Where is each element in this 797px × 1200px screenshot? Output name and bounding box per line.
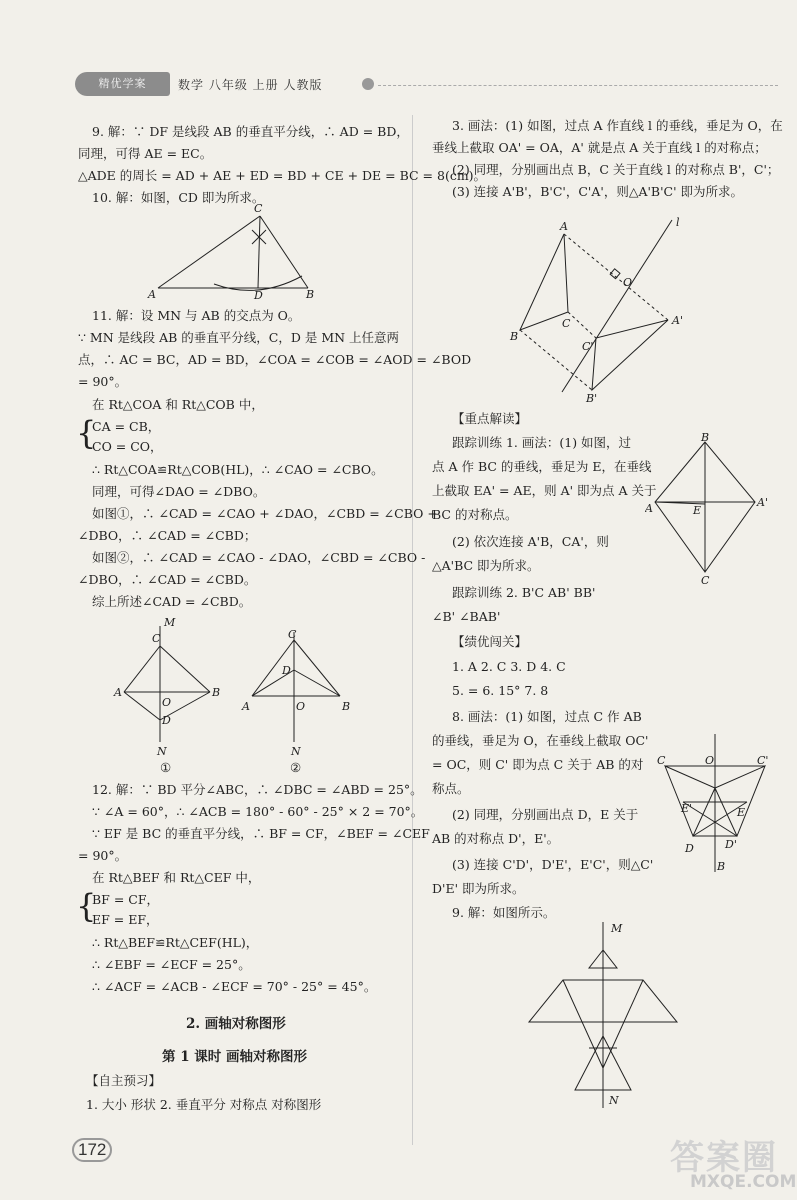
svg-text:A: A <box>148 288 156 301</box>
text-line: (2) 同理，分别画出点 B，C 关于直线 l 的对称点 B'，C'； <box>452 162 780 177</box>
svg-text:A: A <box>242 700 250 713</box>
text-line: 11. 解：设 MN 与 AB 的交点为 O。 <box>92 308 301 323</box>
text-line: 跟踪训练 1. 画法：(1) 如图，过 <box>452 435 632 450</box>
text-line: ∴ Rt△COA≌Rt△COB(HL)，∴ ∠CAO = ∠CBO。 <box>92 462 384 477</box>
text-line: = 90°。 <box>78 848 128 863</box>
text-line: 9. 解：∵ DF 是线段 AB 的垂直平分线，∴ AD = BD， <box>92 124 409 139</box>
text-line: 1. 大小 形状 2. 垂直平分 对称点 对称图形 <box>86 1097 322 1112</box>
text-line: 称点。 <box>432 781 470 796</box>
header-dot-icon <box>362 78 374 90</box>
text-line: ∠DBO，∴ ∠CAD = ∠CBD。 <box>78 572 257 587</box>
text-line: ∴ ∠ACF = ∠ACB - ∠ECF = 70° - 25° = 45°。 <box>92 979 377 994</box>
text-line: 上截取 EA' = AE，则 A' 即为点 A 关于 <box>432 483 657 498</box>
svg-text:C: C <box>288 628 297 641</box>
text-line: EF = EF， <box>92 912 159 927</box>
text-line: 10. 解：如图，CD 即为所求。 <box>92 190 265 205</box>
text-line: 同理，可得 AE = EC。 <box>78 146 213 161</box>
svg-text:l: l <box>676 216 680 229</box>
header-divider <box>378 85 778 86</box>
preview-label: 【自主预习】 <box>86 1073 162 1088</box>
svg-text:D: D <box>282 664 291 677</box>
text-line: 跟踪训练 2. B'C AB' BB' <box>452 585 596 600</box>
text-line: △A'BC 即为所求。 <box>432 558 540 573</box>
figure-10 <box>140 200 340 305</box>
svg-text:D: D <box>254 289 263 302</box>
text-line: 8. 画法：(1) 如图，过点 C 作 AB <box>452 709 642 724</box>
svg-text:B: B <box>701 432 710 444</box>
text-line: ∴ ∠EBF = ∠ECF = 25°。 <box>92 957 251 972</box>
svg-text:E: E <box>693 504 702 517</box>
svg-text:D: D <box>162 714 171 727</box>
text-line: 综上所述∠CAD = ∠CBD。 <box>92 594 252 609</box>
text-line: BC 的对称点。 <box>432 507 518 522</box>
text-line: ∠B' ∠BAB' <box>432 609 501 624</box>
svg-text:B: B <box>342 700 351 713</box>
text-line: AB 的对称点 D'，E'。 <box>432 831 560 846</box>
svg-text:C': C' <box>582 340 594 353</box>
svg-text:B: B <box>212 686 221 699</box>
text-line: ∠DBO，∴ ∠CAD = ∠CBD； <box>78 528 257 543</box>
figure-label-2: ② <box>290 760 302 775</box>
svg-text:C': C' <box>757 754 769 767</box>
svg-text:A: A <box>114 686 122 699</box>
text-line: ∵ EF 是 BC 的垂直平分线，∴ BF = CF，∠BEF = ∠CEF <box>92 826 430 841</box>
key-label: 【重点解读】 <box>452 411 528 426</box>
svg-text:A': A' <box>672 314 683 327</box>
text-line: 在 Rt△COA 和 Rt△COB 中， <box>92 397 264 412</box>
svg-text:B': B' <box>586 392 598 405</box>
svg-text:C: C <box>657 754 666 767</box>
svg-text:C: C <box>152 632 161 645</box>
svg-text:O: O <box>623 276 633 289</box>
text-line: (2) 同理，分别画出点 D，E 关于 <box>452 807 639 822</box>
text-line: 的垂线，垂足为 O，在垂线上截取 OC' <box>432 733 649 748</box>
text-line: 5. = 6. 15° 7. 8 <box>452 683 549 698</box>
text-line: (3) 连接 C'D'，D'E'，E'C'，则△C' <box>452 857 654 872</box>
text-line: 9. 解：如图所示。 <box>452 905 556 920</box>
figure-9 <box>515 918 715 1113</box>
text-line: CA = CB， <box>92 419 161 434</box>
figure-track-1 <box>645 432 775 587</box>
header-tab: 精优学案 <box>75 72 170 96</box>
text-line: ∴ Rt△BEF≌Rt△CEF(HL)， <box>92 935 259 950</box>
svg-text:A: A <box>645 502 653 515</box>
watermark-text: 答案圈 <box>670 1138 778 1178</box>
text-line: 垂线上截取 OA' = OA，A' 就是点 A 关于直线 l 的对称点； <box>432 140 767 155</box>
text-line: 如图②，∴ ∠CAD = ∠CAO - ∠DAO，∠CBD = ∠CBO - <box>92 550 426 565</box>
header-title: 数学 八年级 上册 人教版 <box>178 78 323 92</box>
svg-text:D: D <box>685 842 694 855</box>
watermark-url: MXQE.COM <box>690 1172 797 1192</box>
svg-text:A': A' <box>757 496 768 509</box>
svg-text:B: B <box>717 860 726 873</box>
text-line: 在 Rt△BEF 和 Rt△CEF 中， <box>92 870 261 885</box>
excel-label: 【绩优闯关】 <box>452 634 528 649</box>
text-line: ∵ MN 是线段 AB 的垂直平分线，C，D 是 MN 上任意两 <box>78 330 400 345</box>
column-divider <box>412 115 413 1145</box>
svg-text:O: O <box>162 696 172 709</box>
text-line: 同理，可得∠DAO = ∠DBO。 <box>92 484 266 499</box>
text-line: 3. 画法：(1) 如图，过点 A 作直线 l 的垂线，垂足为 O，在 <box>452 118 783 133</box>
text-line: △ADE 的周长 = AD + AE + ED = BD + CE + DE = BC = 8(cm)。 <box>78 168 487 183</box>
lesson-title: 第 1 课时 画轴对称图形 <box>162 1049 307 1065</box>
text-line: 1. A 2. C 3. D 4. C <box>452 659 566 674</box>
figure-3 <box>500 212 700 407</box>
section-title: 2. 画轴对称图形 <box>186 1016 286 1032</box>
text-line: 如图①，∴ ∠CAD = ∠CAO + ∠DAO，∠CBD = ∠CBO + <box>92 506 438 521</box>
svg-text:M: M <box>611 922 623 935</box>
text-line: = OC，则 C' 即为点 C 关于 AB 的对 <box>432 757 644 772</box>
text-line: 12. 解：∵ BD 平分∠ABC，∴ ∠DBC = ∠ABD = 25°。 <box>92 782 423 797</box>
page-number: 172 <box>72 1138 112 1162</box>
svg-text:B: B <box>306 288 315 301</box>
text-line: 点，∴ AC = BC，AD = BD，∠COA = ∠COB = ∠AOD = ∠BOD <box>78 352 472 367</box>
text-line: ∵ ∠A = 60°，∴ ∠ACB = 180° - 60° - 25° × 2 = 70°。 <box>92 804 424 819</box>
svg-text:C: C <box>701 574 710 587</box>
svg-text:O: O <box>705 754 715 767</box>
svg-text:E': E' <box>681 802 693 815</box>
svg-text:N: N <box>609 1094 619 1107</box>
brace-symbol: { <box>76 887 97 925</box>
figure-label-1: ① <box>160 760 172 775</box>
text-line: BF = CF， <box>92 892 160 907</box>
svg-text:B: B <box>510 330 519 343</box>
text-line: = 90°。 <box>78 374 128 389</box>
figure-8 <box>655 728 775 876</box>
svg-text:D': D' <box>725 838 737 851</box>
svg-text:E: E <box>737 806 746 819</box>
svg-text:A: A <box>560 220 568 233</box>
text-line: 点 A 作 BC 的垂线，垂足为 E，在垂线 <box>432 459 652 474</box>
text-line: CO = CO， <box>92 439 163 454</box>
brace-symbol: { <box>76 414 97 452</box>
svg-text:N: N <box>157 745 167 758</box>
svg-text:C: C <box>562 317 571 330</box>
svg-text:M: M <box>164 616 176 629</box>
svg-text:O: O <box>296 700 306 713</box>
svg-text:N: N <box>291 745 301 758</box>
text-line: (3) 连接 A'B'，B'C'，C'A'，则△A'B'C' 即为所求。 <box>452 184 743 199</box>
text-line: (2) 依次连接 A'B，CA'，则 <box>452 534 609 549</box>
text-line: D'E' 即为所求。 <box>432 881 525 896</box>
figure-11 <box>110 612 360 772</box>
svg-text:C: C <box>254 202 263 215</box>
